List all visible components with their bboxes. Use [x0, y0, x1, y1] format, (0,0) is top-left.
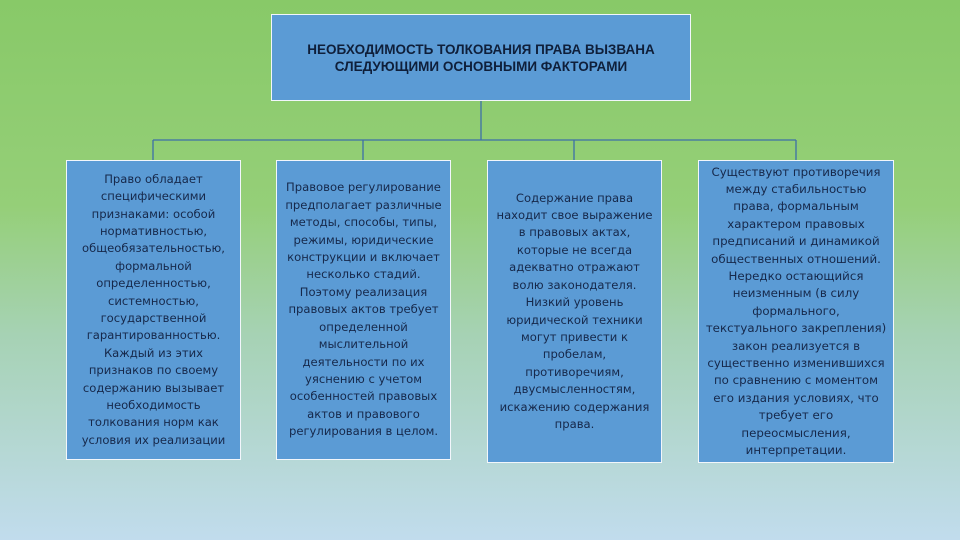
- factor-box-4: [698, 160, 894, 463]
- factor-text-4: Существуют противоречия между стабильностью права, формальным характером правовых предписаний и динамикой общественных отношений. Нередко остающийся неизменным (в силу формального, текстуального закрепления) закон реализуется в существенно изменившихся по сравнению с моментом его издания условиях, что требует его переосмысления, интерпретации.: [705, 164, 887, 458]
- factor-box-3: [487, 160, 662, 463]
- factor-text-2: Правовое регулирование предполагает различные методы, способы, типы, режимы, юридические конструкции и включает несколько стадий. Поэтому реализация правовых актов требует определенной мыслительной деятельности по их уяснению с учетом особенностей правовых актов и правового регулирования в целом.: [285, 180, 442, 439]
- factor-box-1: [66, 160, 241, 460]
- title-box: [271, 14, 691, 101]
- factor-text-3: Содержание права находит свое выражение в правовых актах, которые не всегда адекватно отражают волю законодателя. Низкий уровень юридической техники могут привести к пробелам, противоречиям, двусмысленностям, искажению содержания права.: [496, 190, 653, 431]
- factor-box-2: [276, 160, 451, 460]
- factor-text-1: Право обладает специфическими признаками: особой нормативностью, общеобязательностью, формальной определенностью, системностью, государственной гарантированностью. Каждый из этих признаков по своему содержанию вызывает необходимость толкования норм как условия их реализации: [81, 171, 226, 447]
- title-text: НЕОБХОДИМОСТЬ ТОЛКОВАНИЯ ПРАВА ВЫЗВАНА СЛЕДУЮЩИМИ ОСНОВНЫМИ ФАКТОРАМИ: [307, 41, 655, 74]
